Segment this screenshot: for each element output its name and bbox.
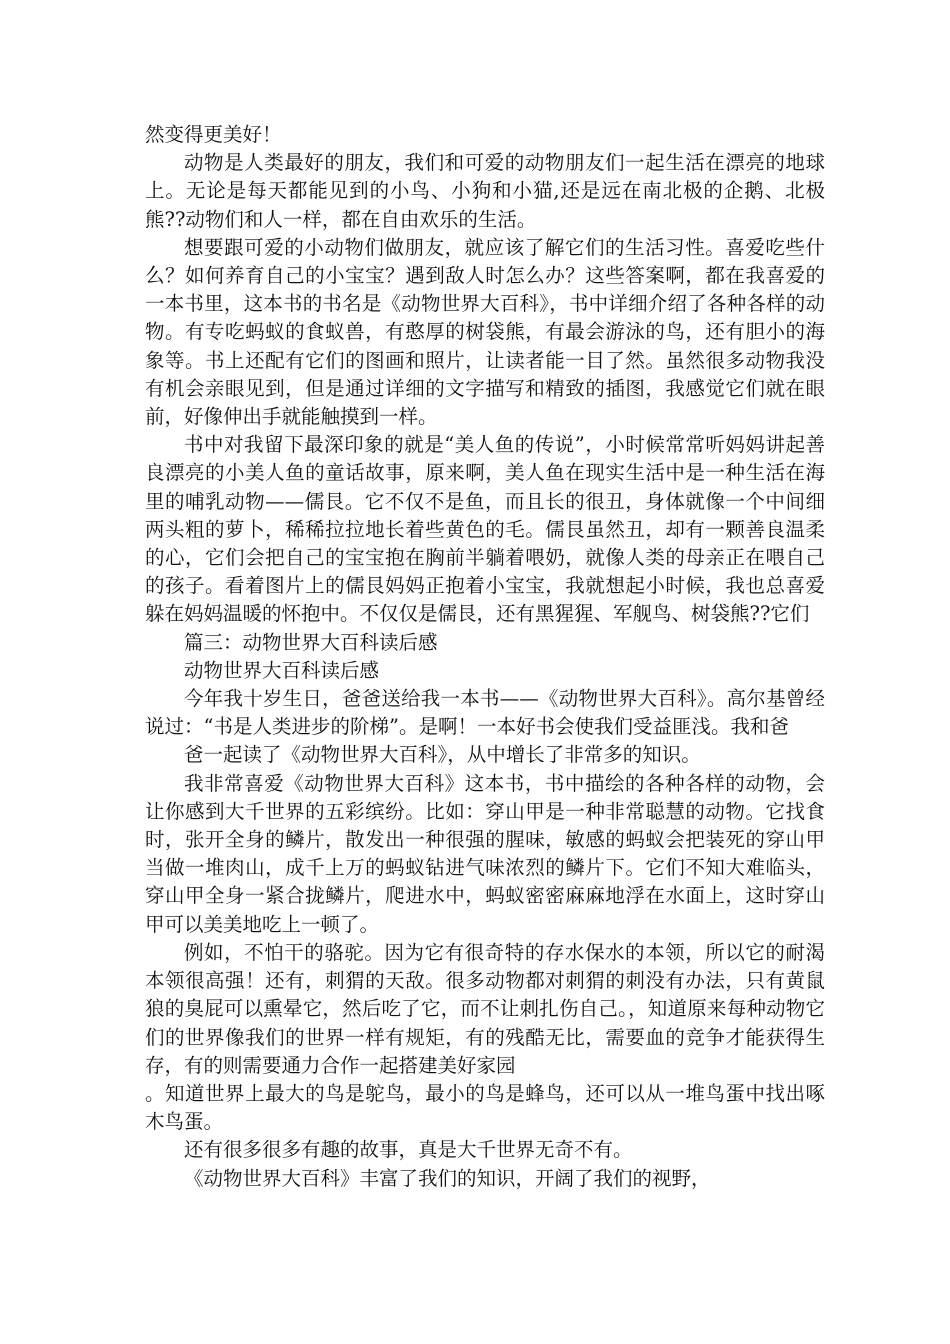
paragraph-10: 例如，不怕干的骆驼。因为它有很奇特的存水保水的本领，所以它的耐渴本领很高强！还有，刺猬的天敌。很多动物都对刺猬的刺没有办法，只有黄鼠狼的臭屁可以熏晕它，然后吃了它，而不让刺扎伤自己。，知道原来每种动物它们的世界像我们的世界一样有规矩，有的残酷无比，需要血的竞争才能获得生存，有的则需要通力合作一起搭建美好家园 xyxy=(145,940,825,1077)
paragraph-3: 想要跟可爱的小动物们做朋友，就应该了解它们的生活习性。喜爱吃些什么？如何养育自己的小宝宝？遇到敌人时怎么办？这些答案啊，都在我喜爱的一本书里，这本书的书名是《动物世界大百科》，书中详细介绍了各种各样的动物。有专吃蚂蚁的食蚁兽，有憨厚的树袋熊，有最会游泳的鸟，还有胆小的海象等。书上还配有它们的图画和照片，让读者能一目了然。虽然很多动物我没有机会亲眼见到，但是通过详细的文字描写和精致的插图，我感觉它们就在眼前，好像伸出手就能触摸到一样。 xyxy=(145,235,825,429)
paragraph-4: 书中对我留下最深印象的就是“美人鱼的传说”，小时候常常听妈妈讲起善良漂亮的小美人鱼的童话故事，原来啊，美人鱼在现实生活中是一种生活在海里的哺乳动物——儒艮。它不仅不是鱼，而且长的很丑，身体就像一个中间细两头粗的萝卜，稀稀拉拉地长着些黄色的毛。儒艮虽然丑，却有一颗善良温柔的心，它们会把自己的宝宝抱在胸前半躺着喂奶，就像人类的母亲正在喂自己的孩子。看着图片上的儒艮妈妈正抱着小宝宝，我就想起小时候，我也总喜爱躲在妈妈温暖的怀抱中。不仅仅是儒艮，还有黑猩猩、军舰鸟、树袋熊??它们 xyxy=(145,433,825,626)
paragraph-13: 《动物世界大百科》丰富了我们的知识，开阔了我们的视野， xyxy=(184,1166,711,1190)
section-heading: 篇三：动物世界大百科读后感 xyxy=(184,630,438,654)
document-page xyxy=(145,121,825,1193)
paragraph-7: 今年我十岁生日，爸爸送给我一本书——《动物世界大百科》。高尔基曾经说过：“书是人类进步的阶梯”。是啊！一本好书会使我们受益匪浅。我和爸 xyxy=(145,687,825,739)
paragraph-12: 还有很多很多有趣的故事，真是大千世界无奇不有。 xyxy=(184,1138,633,1162)
paragraph-11: 。知道世界上最大的鸟是鸵鸟，最小的鸟是蜂鸟，还可以从一堆鸟蛋中找出啄木鸟蛋。 xyxy=(145,1081,825,1134)
paragraph-2: 动物是人类最好的朋友，我们和可爱的动物朋友们一起生活在漂亮的地球上。无论是每天都能见到的小鸟、小狗和小猫,还是远在南北极的企鹅、北极熊??动物们和人一样，都在自由欢乐的生活。 xyxy=(145,151,825,231)
paragraph-9: 我非常喜爱《动物世界大百科》这本书，书中描绘的各种各样的动物，会让你感到大千世界的五彩缤纷。比如：穿山甲是一种非常聪慧的动物。它找食时，张开全身的鳞片，散发出一种很强的腥味，敏感的蚂蚁会把装死的穿山甲当做一堆肉山，成千上万的蚂蚁钻进气味浓烈的鳞片下。它们不知大难临头，穿山甲全身一紧合拢鳞片，爬进水中，蚂蚁密密麻麻地浮在水面上，这时穿山甲可以美美地吃上一顿了。 xyxy=(145,771,825,936)
paragraph-8: 爸一起读了《动物世界大百科》，从中增长了非常多的知识。 xyxy=(184,743,701,767)
paragraph-1: 然变得更美好！ xyxy=(145,123,282,146)
article-title: 动物世界大百科读后感 xyxy=(184,658,380,682)
